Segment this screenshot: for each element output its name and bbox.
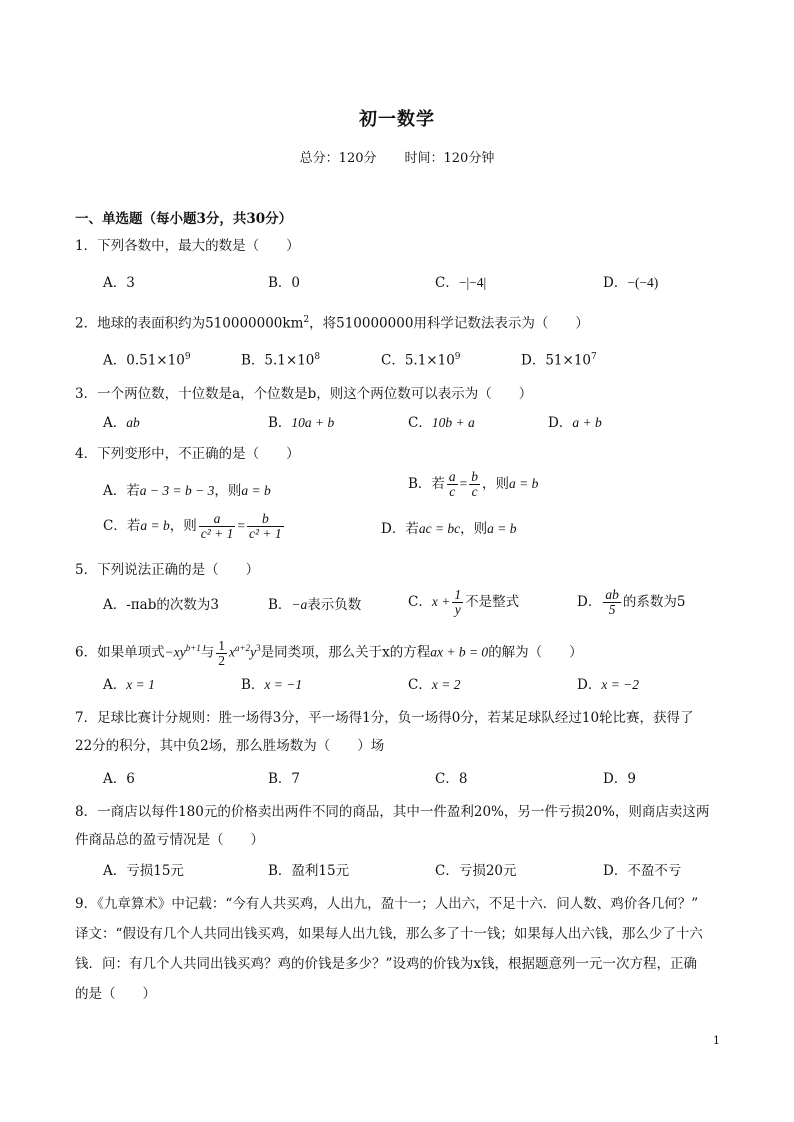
question-7-stem-line-1: 7．足球比赛计分规则：胜一场得3分，平一场得1分，负一场得0分，若某足球队经过10轮比赛，获得了 [75, 710, 694, 726]
option-prefix: C． [408, 677, 432, 693]
numerator: ab [605, 587, 619, 602]
option-math: x + [431, 594, 451, 609]
stem-math: x [229, 644, 236, 660]
option-a[interactable]: A．-πab的次数为3 [103, 597, 219, 613]
question-4-options-row-2 [103, 511, 723, 542]
option-math: −(−4) [627, 275, 659, 290]
question-3-stem: 3．一个两位数，十位数是a，个位数是b，则这个两位数可以表示为（ ） [75, 386, 533, 402]
page-title: 初一数学 [359, 109, 435, 130]
option-prefix: D． [577, 594, 602, 610]
stem-text: 与 [200, 644, 215, 661]
question-9-stem-line-4: 的是（ ） [75, 986, 156, 1002]
stem-math: −xy [164, 644, 186, 660]
question-9-stem-line-2: 译文：“假设有几个人共同出钱买鸡，如果每人出九钱，那么多了十一钱；如果每人出六钱，那么少了十六 [75, 926, 703, 942]
question-5-stem: 5．下列说法正确的是（ ） [75, 562, 260, 578]
denominator: 5 [608, 602, 616, 617]
question-6-stem [75, 628, 725, 673]
option-c[interactable] [435, 270, 486, 296]
option-math: −|−4| [458, 275, 487, 290]
option-b[interactable] [241, 344, 320, 374]
stem-text: ，将510000000用科学记数法表示为（ ） [309, 315, 589, 332]
stem-text: 2．地球的表面积约为510000000km [75, 315, 304, 332]
option-a[interactable] [103, 410, 140, 436]
fraction [247, 512, 284, 541]
superscript: 8 [314, 352, 321, 362]
option-b[interactable] [241, 672, 302, 698]
exam-time: 时间：120分钟 [404, 151, 495, 166]
option-math: a = b [241, 483, 271, 498]
option-prefix: B． [268, 597, 292, 613]
option-math: x = 2 [431, 677, 461, 692]
superscript: 2 [303, 315, 310, 325]
question-6-options [103, 672, 723, 698]
option-math: a − 3 = b − 3 [139, 483, 215, 498]
option-math: ac = bc [418, 521, 461, 536]
equals-sign: = [459, 476, 468, 491]
question-1-options [103, 270, 723, 296]
question-8-stem-line-2: 件商品总的盈亏情况是（ ） [75, 832, 264, 848]
option-prefix: C． [435, 275, 459, 291]
option-math: x = −1 [264, 677, 303, 692]
option-prefix: C． [408, 415, 432, 431]
option-text: C．5.1×10 [381, 352, 455, 369]
superscript: 9 [454, 352, 461, 362]
question-7-options [103, 766, 723, 792]
fraction [452, 588, 463, 617]
option-prefix: A． [103, 677, 127, 693]
option-text: ，则 [169, 518, 197, 534]
stem-math: ax + b = 0 [430, 644, 489, 660]
option-prefix: D．若 [381, 521, 419, 537]
total-score: 总分：120分 [299, 151, 377, 166]
question-8-stem-line-1: 8．一商店以每件180元的价格卖出两件不同的商品，其中一件盈利20%，另一件亏损20%，则商店卖这两 [75, 804, 710, 820]
option-c[interactable] [381, 344, 461, 374]
option-prefix: B．若 [408, 476, 445, 492]
stem-text: 是同类项，那么关于x的方程 [260, 644, 431, 661]
option-a[interactable] [103, 478, 271, 504]
option-prefix: D． [603, 275, 628, 291]
denominator: c² + 1 [200, 526, 234, 541]
option-d[interactable] [577, 672, 639, 698]
stem-math: y [250, 644, 257, 660]
option-d[interactable] [521, 344, 597, 374]
equals-sign: = [237, 518, 245, 533]
stem-text: 的解为（ ） [488, 644, 583, 661]
fraction [216, 639, 227, 668]
denominator: c [449, 484, 456, 499]
option-math: a = b [509, 476, 539, 491]
option-c[interactable] [408, 588, 519, 617]
question-5-options [103, 587, 723, 618]
denominator: y [454, 602, 461, 617]
option-b[interactable]: B．0 [268, 275, 301, 291]
option-prefix: D． [577, 677, 602, 693]
numerator: a [448, 469, 456, 484]
option-b[interactable] [268, 592, 361, 618]
option-prefix: B． [241, 677, 265, 693]
option-text: 表示负数 [307, 597, 362, 613]
question-4-stem: 4．下列变形中，不正确的是（ ） [75, 446, 300, 462]
fraction [447, 470, 458, 499]
option-c[interactable] [408, 410, 475, 436]
option-prefix: B． [268, 415, 292, 431]
option-c[interactable] [103, 512, 286, 541]
question-9-stem-line-3: 钱．问：有几个人共同出钱买鸡？鸡的价钱是多少？”设鸡的价钱为x钱，根据题意列一元一次方程，正确 [75, 956, 698, 972]
option-text: B．5.1×10 [241, 352, 315, 369]
option-c[interactable]: C．亏损20元 [435, 863, 517, 879]
option-text: ，则 [482, 476, 510, 492]
option-d[interactable] [548, 410, 602, 436]
option-text: ，则 [214, 483, 242, 499]
option-math: a + b [572, 415, 602, 430]
option-c[interactable] [408, 672, 460, 698]
option-math: a = b [487, 521, 517, 536]
numerator: b [247, 512, 284, 527]
fraction [603, 588, 621, 617]
option-math: ab [126, 415, 140, 430]
option-text: 的系数为5 [622, 594, 686, 610]
option-d[interactable]: D．9 [603, 771, 636, 787]
option-d[interactable] [381, 516, 517, 542]
option-b[interactable]: B．盈利15元 [268, 863, 350, 879]
option-a[interactable]: A．3 [103, 275, 135, 291]
question-2-stem [75, 306, 725, 338]
question-2-options [103, 344, 723, 370]
option-text: D．51×10 [521, 352, 591, 369]
option-b[interactable] [268, 410, 334, 436]
stem-text: 6．如果单项式 [75, 644, 165, 661]
superscript: 3 [256, 643, 261, 653]
denominator: c² + 1 [249, 526, 282, 541]
option-math: −a [291, 597, 308, 612]
denominator: c [471, 484, 478, 499]
option-prefix: A． [103, 415, 127, 431]
question-9-stem-line-1: 9．《九章算术》中记载：“今有人共买鸡，人出九，盈十一；人出六，不足十六．问人数、鸡价各几何？” [75, 896, 699, 912]
superscript: b+1 [185, 643, 201, 653]
option-d[interactable]: D．不盈不亏 [603, 863, 682, 879]
page-number: 1 [713, 1034, 720, 1047]
option-text: A．0.51×10 [103, 352, 185, 369]
exam-meta [0, 147, 794, 166]
question-4-options-row-1 [103, 469, 723, 504]
question-7-stem-line-2: 22分的积分，其中负2场，那么胜场数为（ ）场 [75, 738, 385, 754]
option-prefix: C．若 [103, 518, 141, 534]
superscript: 9 [184, 352, 191, 362]
fraction [469, 470, 480, 499]
numerator: a [199, 512, 236, 527]
numerator: 1 [454, 587, 462, 602]
option-prefix: C． [408, 594, 432, 610]
section-heading-single-choice: 一、单选题（每小题3分，共30分） [75, 211, 293, 227]
option-prefix: D． [548, 415, 573, 431]
question-8-options [103, 858, 723, 884]
option-d[interactable] [577, 588, 685, 617]
option-a[interactable] [103, 344, 191, 374]
fraction [199, 512, 236, 541]
option-b[interactable]: B．7 [268, 771, 301, 787]
question-1-stem: 1．下列各数中，最大的数是（ ） [75, 238, 300, 254]
option-b[interactable] [408, 470, 538, 499]
option-math: 10a + b [291, 415, 335, 430]
option-math: x = −2 [601, 677, 640, 692]
option-a[interactable]: A．6 [103, 771, 135, 787]
option-math: x = 1 [126, 677, 155, 692]
option-math: a = b [140, 518, 170, 533]
superscript: 7 [591, 352, 597, 362]
option-prefix: A．若 [103, 483, 140, 499]
denominator: 2 [218, 652, 226, 668]
option-text: 不是整式 [465, 594, 520, 610]
option-a[interactable] [103, 672, 155, 698]
numerator: b [471, 469, 479, 484]
option-math: 10b + a [431, 415, 475, 430]
superscript: a+2 [235, 643, 251, 653]
option-d[interactable] [603, 270, 658, 296]
option-text: ，则 [460, 521, 488, 537]
question-3-options [103, 410, 723, 436]
option-c[interactable]: C．8 [435, 771, 468, 787]
option-a[interactable]: A．亏损15元 [103, 863, 184, 879]
numerator: 1 [218, 637, 226, 653]
